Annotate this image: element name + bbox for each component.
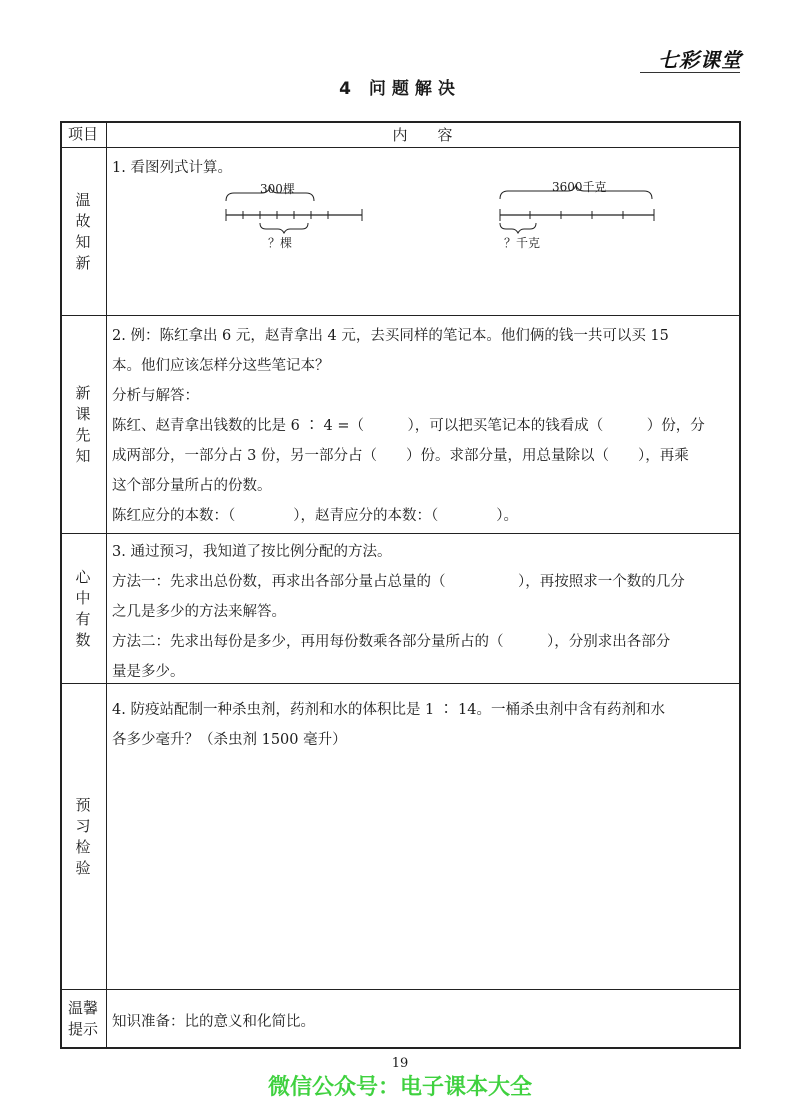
- row-divider: [60, 147, 741, 148]
- tree-count-diagram: [226, 181, 362, 250]
- section-content: [112, 153, 732, 183]
- weight-diagram: [500, 181, 654, 250]
- question-line: 陈红、赵青拿出钱数的比是 6 ∶ 4 =（ ），可以把买笔记本的钱看成（ ）份，分: [112, 418, 705, 434]
- bottom-brace: [500, 223, 536, 233]
- answer-area[interactable]: [112, 761, 732, 981]
- diagram2-bottom-label: ？千克: [504, 236, 541, 250]
- tip-line: 知识准备：比的意义和化简比。: [112, 1014, 315, 1030]
- question-line: 方法二：先求出每份是多少，再用每份数乘各部分量所占的（ ），分别求出各部分: [112, 634, 671, 650]
- section-content: [112, 321, 732, 531]
- header-item-cell: [60, 121, 106, 147]
- section-label: 心中有数: [75, 567, 91, 649]
- row-divider: [60, 989, 741, 990]
- watermark: 微信公众号：电子课本大全: [267, 1075, 532, 1100]
- section-label-cell: [60, 534, 106, 683]
- diagram2-top-label: 3600千克: [552, 181, 607, 194]
- column-divider: [106, 121, 107, 1049]
- section-label-cell: [60, 684, 106, 989]
- diagram1-top-label: 300棵: [260, 182, 295, 196]
- brand-underline: [640, 72, 740, 73]
- header-item-label: 项目: [67, 124, 98, 143]
- table-border-right: [739, 121, 741, 1049]
- question-line: 各多少毫升？（杀虫剂 1500 毫升）: [112, 732, 347, 748]
- section-label: 温故知新: [75, 190, 91, 272]
- page-title: 4 问题解决: [339, 79, 461, 99]
- question-line: 成两部分，一部分占 3 份，另一部分占（ ）份。求部分量，用总量除以（ ），再乘: [112, 448, 689, 464]
- question-line: 2. 例：陈红拿出 6 元，赵青拿出 4 元，去买同样的笔记本。他们俩的钱一共可以买 15: [112, 328, 669, 344]
- bottom-brace: [260, 223, 308, 233]
- section-label: 温馨提示: [67, 998, 98, 1038]
- question-line: 4. 防疫站配制一种杀虫剂，药剂和水的体积比是 1 ∶ 14。一桶杀虫剂中含有药剂和水: [112, 702, 665, 718]
- section-content: [112, 695, 732, 755]
- section-content: [112, 1007, 732, 1037]
- question-line: 这个部分量所占的份数。: [112, 478, 272, 494]
- question-line: 方法一：先求出总份数，再求出各部分量占总量的（ ），再按照求一个数的几分: [112, 574, 685, 590]
- question-line: 之几是多少的方法来解答。: [112, 604, 286, 620]
- table-border-bottom: [60, 1047, 741, 1049]
- question-line: 3. 通过预习，我知道了按比例分配的方法。: [112, 544, 392, 560]
- worksheet-table: [60, 121, 741, 1049]
- brand-logo: 七彩课堂: [658, 48, 742, 72]
- section-label-cell: [60, 990, 106, 1047]
- question-line: 陈红应分的本数：（ ），赵青应分的本数：（ ）。: [112, 508, 518, 524]
- header-content-label: 内 容: [392, 125, 453, 144]
- page-number: 19: [391, 1056, 409, 1071]
- header-content-cell: [106, 121, 739, 147]
- section-content: [112, 537, 732, 687]
- row-divider: [60, 315, 741, 316]
- question-line: 1. 看图列式计算。: [112, 160, 232, 176]
- row-divider: [60, 533, 741, 534]
- question-line: 分析与解答：: [112, 388, 199, 404]
- section-label-cell: [60, 316, 106, 533]
- question-line: 量是多少。: [112, 664, 185, 680]
- section-label: 新课先知: [75, 383, 91, 465]
- section-label: 预习检验: [75, 795, 91, 877]
- section-label-cell: [60, 148, 106, 315]
- segment-diagrams: [210, 181, 670, 251]
- diagram1-bottom-label: ？棵: [268, 236, 293, 250]
- question-line: 本。他们应该怎样分这些笔记本？: [112, 358, 330, 374]
